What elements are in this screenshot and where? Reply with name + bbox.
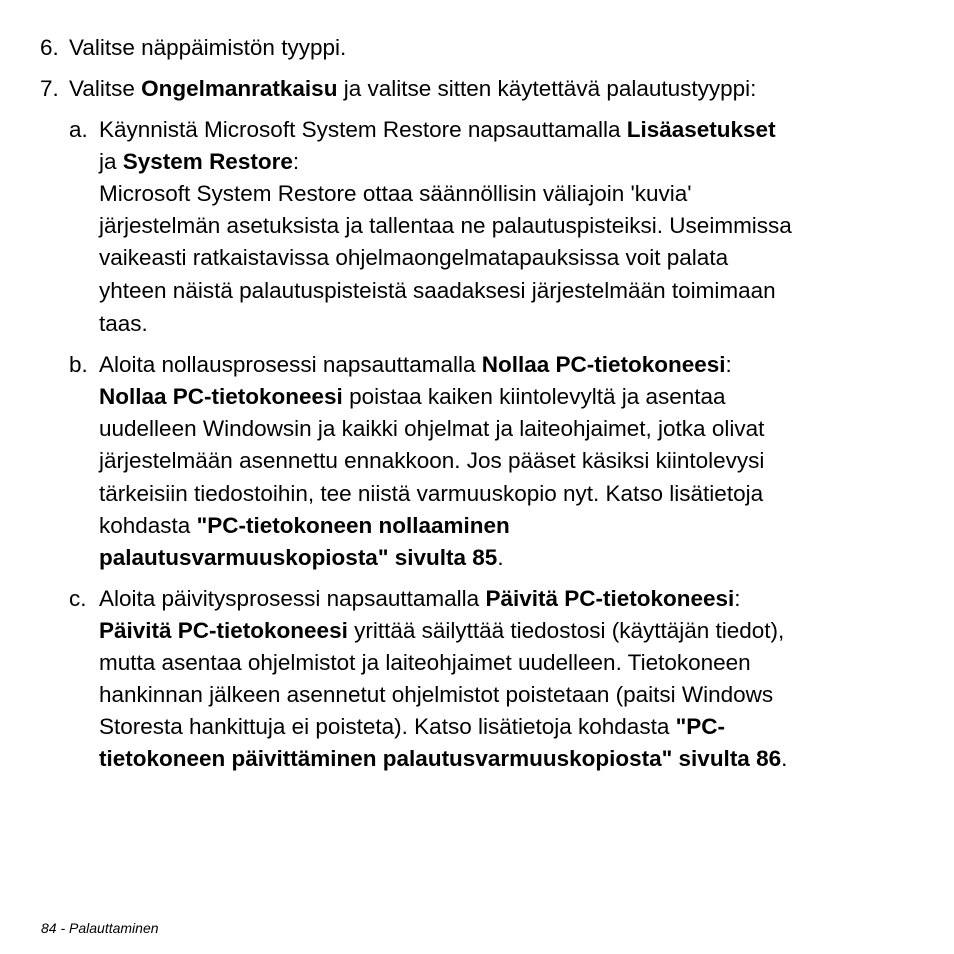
substep-text: Käynnistä Microsoft System Restore napsauttamalla Lisäasetukset xyxy=(99,117,776,142)
substep-letter: a. xyxy=(69,117,88,142)
paragraph-line: yhteen näistä palautuspisteistä saadaksesi järjestelmään toimimaan xyxy=(99,278,776,303)
paragraph-line: tärkeisiin tiedostoihin, tee niistä varmuuskopio nyt. Katso lisätietoja xyxy=(99,481,764,506)
paragraph-line: Microsoft System Restore ottaa säännöllisin väliajoin 'kuvia' xyxy=(99,181,692,206)
bold-term: Nollaa PC-tietokoneesi xyxy=(481,352,726,377)
substep-text: palautusvarmuuskopiosta" sivulta 85. xyxy=(99,545,504,570)
bold-term: Lisäasetukset xyxy=(626,117,776,142)
substep-text: ja System Restore: xyxy=(99,149,300,174)
step-number: 6. xyxy=(40,35,59,60)
cross-reference: palautusvarmuuskopiosta" sivulta 85 xyxy=(99,545,498,570)
paragraph-line: vaikeasti ratkaistavissa ohjelmaongelmatapauksissa voit palata xyxy=(99,245,729,270)
substep-letter: c. xyxy=(69,586,87,611)
substep-letter: b. xyxy=(69,352,88,377)
cross-reference: "PC- xyxy=(675,714,726,739)
page-footer: 84 - Palauttaminen xyxy=(41,920,159,936)
paragraph-line: järjestelmään asennettu ennakkoon. Jos pääset käsiksi kiintolevysi xyxy=(99,448,765,473)
bold-term: Ongelmanratkaisu xyxy=(141,76,338,101)
bold-term: Päivitä PC-tietokoneesi xyxy=(485,586,735,611)
substep-text: Aloita nollausprosessi napsauttamalla Nollaa PC-tietokoneesi: xyxy=(99,352,732,377)
paragraph-line: mutta asentaa ohjelmistot ja laiteohjaimet uudelleen. Tietokoneen xyxy=(99,650,751,675)
paragraph-line: uudelleen Windowsin ja kaikki ohjelmat ja laiteohjaimet, jotka olivat xyxy=(99,416,765,441)
substep-text: Storesta hankittuja ei poisteta). Katso lisätietoja kohdasta "PC- xyxy=(99,714,726,739)
step-text: Valitse näppäimistön tyyppi. xyxy=(69,35,347,60)
bold-term: Nollaa PC-tietokoneesi xyxy=(99,384,343,409)
substep-text: Aloita päivitysprosessi napsauttamalla Päivitä PC-tietokoneesi: xyxy=(99,586,741,611)
cross-reference: "PC-tietokoneen nollaaminen xyxy=(196,513,510,538)
step-text: Valitse Ongelmanratkaisu ja valitse sitten käytettävä palautustyyppi: xyxy=(69,76,757,101)
paragraph-line: hankinnan jälkeen asennetut ohjelmistot poistetaan (paitsi Windows xyxy=(99,682,774,707)
paragraph-line: taas. xyxy=(99,311,148,336)
paragraph-line: järjestelmän asetuksista ja tallentaa ne palautuspisteiksi. Useimmissa xyxy=(99,213,792,238)
substep-text: Nollaa PC-tietokoneesi poistaa kaiken kiintolevyltä ja asentaa xyxy=(99,384,726,409)
substep-text: Päivitä PC-tietokoneesi yrittää säilyttää tiedostosi (käyttäjän tiedot), xyxy=(99,618,785,643)
substep-text: tietokoneen päivittäminen palautusvarmuuskopiosta" sivulta 86. xyxy=(99,746,788,771)
bold-term: Päivitä PC-tietokoneesi xyxy=(99,618,348,643)
bold-term: System Restore xyxy=(122,149,293,174)
substep-text: kohdasta "PC-tietokoneen nollaaminen xyxy=(99,513,510,538)
cross-reference: tietokoneen päivittäminen palautusvarmuuskopiosta" sivulta 86 xyxy=(99,746,782,771)
step-number: 7. xyxy=(40,76,59,101)
